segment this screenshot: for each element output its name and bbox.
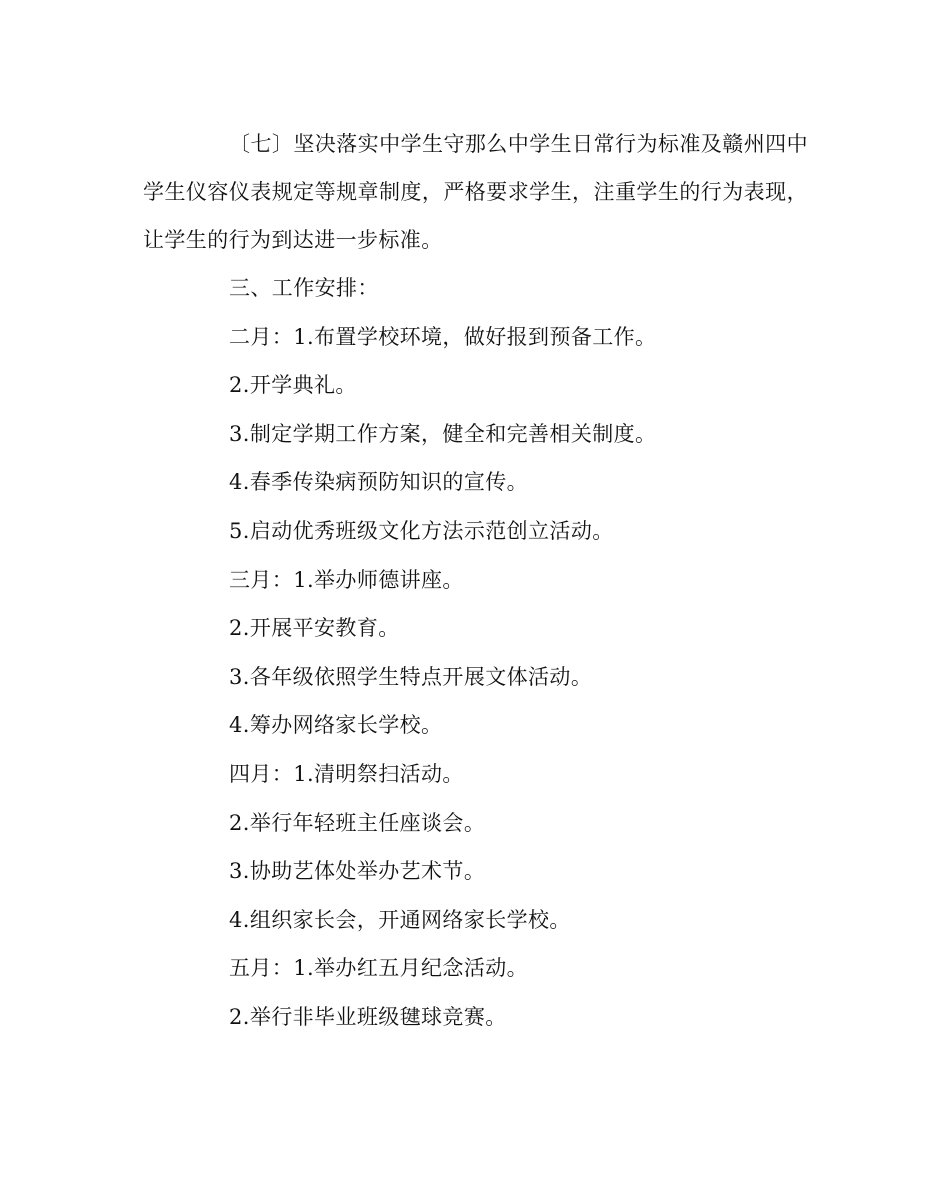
schedule-line: 2.开展平安教育。: [229, 616, 400, 641]
schedule-line: 5.启动优秀班级文化方法示范创立活动。: [229, 518, 614, 543]
schedule-line: 3.协助艺体处举办艺术节。: [229, 859, 486, 884]
schedule-line: 2.开学典礼。: [229, 373, 357, 398]
document-body: [143, 120, 808, 1042]
schedule-line: 五月：1.举办红五月纪念活动。: [229, 956, 529, 981]
schedule-line: 二月：1.布置学校环境，做好报到预备工作。: [229, 324, 657, 349]
schedule-line: 四月：1.清明祭扫活动。: [229, 761, 464, 786]
schedule-line: 3.制定学期工作方案，健全和完善相关制度。: [229, 421, 657, 446]
schedule-line: 4.筹办网络家长学校。: [229, 713, 443, 738]
schedule-line: 2.举行年轻班主任座谈会。: [229, 810, 486, 835]
schedule-line: 4.组织家长会，开通网络家长学校。: [229, 907, 571, 932]
schedule-line: 三月：1.举办师德讲座。: [229, 567, 464, 592]
schedule-line: 4.春季传染病预防知识的宣传。: [229, 470, 529, 495]
schedule-line: 2.举行非毕业班级毽球竞赛。: [229, 1004, 507, 1029]
paragraph-seven: 〔七〕坚决落实中学生守那么中学生日常行为标准及赣州四中学生仪容仪表规定等规章制度，严格要求学生，注重学生的行为表现，让学生的行为到达进一步标准。: [143, 132, 808, 252]
section-heading: 三、工作安排：: [229, 276, 379, 300]
schedule-line: 3.各年级依照学生特点开展文体活动。: [229, 664, 593, 689]
